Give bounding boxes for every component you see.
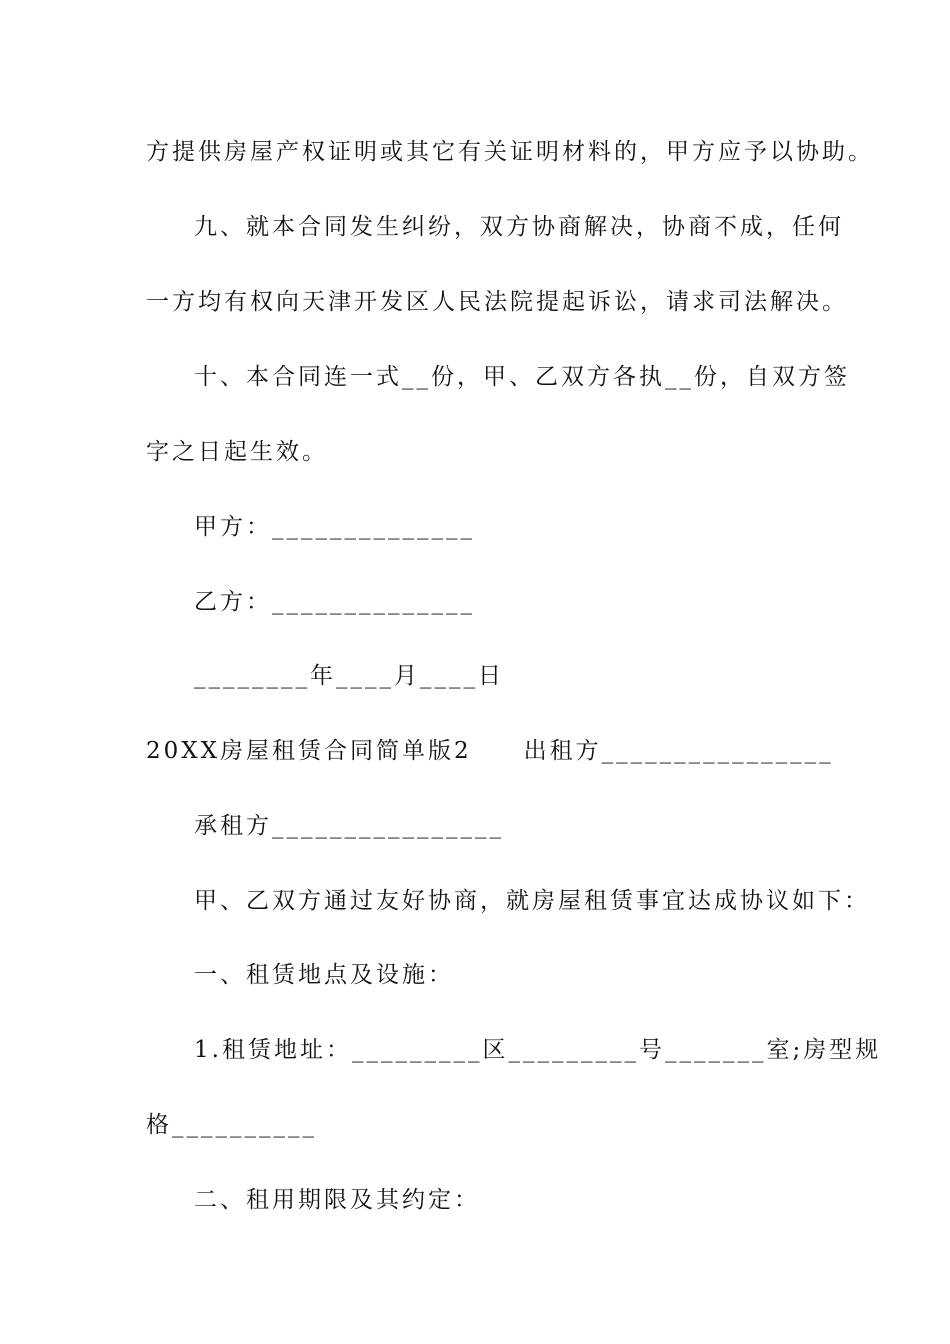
text-line-1: 方提供房屋产权证明或其它有关证明材料的，甲方应予以协助。	[146, 139, 874, 165]
clause-heading-1: 一、租赁地点及设施：	[194, 962, 454, 988]
date-line: ________年____月____日	[194, 663, 504, 689]
party-b-signature-line: 乙方：______________	[194, 589, 475, 615]
text-line-11: 甲、乙双方通过友好协商，就房屋租赁事宜达成协议如下：	[194, 888, 870, 914]
text-line-5: 字之日起生效。	[146, 439, 328, 465]
text-line-2: 九、就本合同发生纠纷，双方协商解决，协商不成，任何	[194, 214, 844, 240]
address-line: 1.租赁地址：_________区_________号_______室;房型规	[194, 1037, 882, 1063]
clause-heading-2: 二、租用期限及其约定：	[194, 1187, 480, 1213]
room-type-line: 格__________	[146, 1112, 317, 1138]
section-title-line: 20XX房屋租赁合同简单版2 出租方________________	[146, 738, 834, 764]
tenant-line: 承租方________________	[194, 813, 504, 839]
party-a-signature-line: 甲方：______________	[194, 514, 475, 540]
text-line-3: 一方均有权向天津开发区人民法院提起诉讼，请求司法解决。	[146, 289, 848, 315]
text-line-4: 十、本合同连一式__份，甲、乙双方各执__份，自双方签	[194, 364, 850, 390]
